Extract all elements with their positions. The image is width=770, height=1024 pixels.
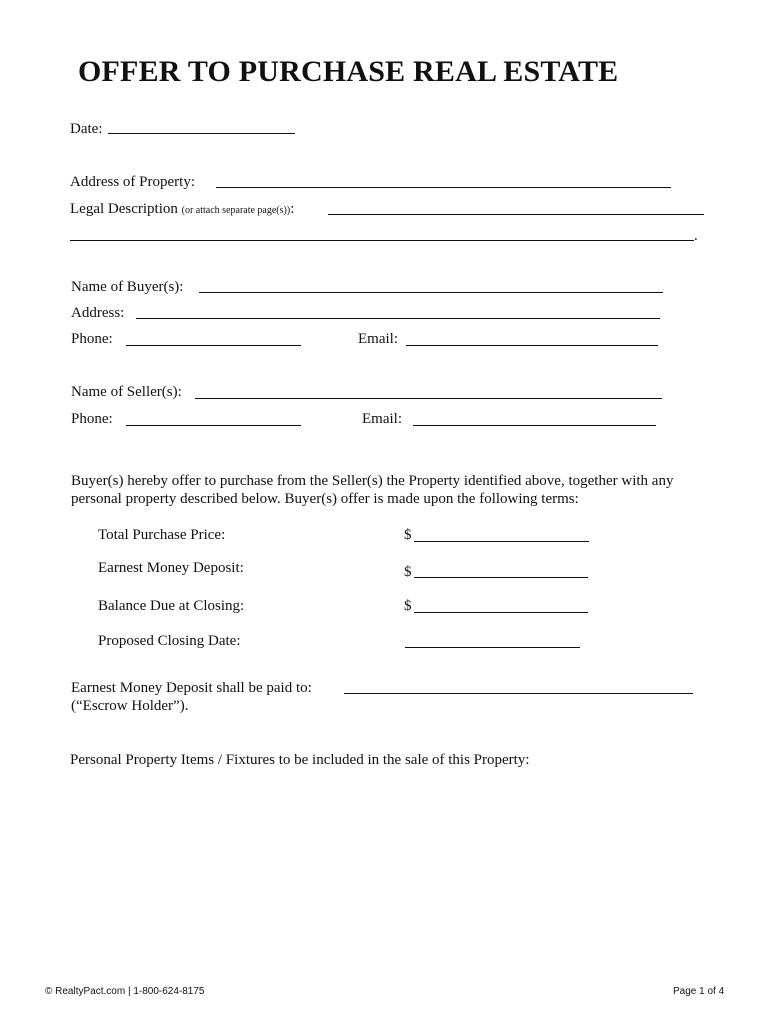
legal-line-period: .: [694, 228, 698, 244]
buyer-name-label: Name of Buyer(s):: [71, 279, 184, 295]
seller-phone-field[interactable]: [126, 425, 301, 426]
total-purchase-price-field[interactable]: [414, 541, 589, 542]
earnest-money-deposit-currency: $: [404, 564, 412, 580]
page-title: OFFER TO PURCHASE REAL ESTATE: [78, 55, 619, 88]
legal-description-field[interactable]: [328, 214, 704, 215]
escrow-paid-to-label: Earnest Money Deposit shall be paid to:: [71, 680, 312, 696]
earnest-money-deposit-label: Earnest Money Deposit:: [98, 560, 244, 576]
balance-due-field[interactable]: [414, 612, 588, 613]
date-label: Date:: [70, 121, 103, 137]
earnest-money-deposit-field[interactable]: [414, 577, 588, 578]
legal-description-label: [70, 200, 294, 220]
legal-description-text: Legal Description: [70, 201, 178, 217]
seller-email-label: Email:: [362, 411, 402, 427]
seller-name-field[interactable]: [195, 398, 662, 399]
legal-description-note: (or attach separate page(s)): [181, 205, 291, 216]
buyer-address-field[interactable]: [136, 318, 660, 319]
personal-property-label: Personal Property Items / Fixtures to be included in the sale of this Property:: [70, 752, 530, 768]
seller-email-field[interactable]: [413, 425, 656, 426]
legal-description-field-continued[interactable]: [70, 240, 694, 241]
offer-paragraph: Buyer(s) hereby offer to purchase from the Seller(s) the Property identified above, together with any personal property described below. Buyer(s) offer is made upon the following terms:: [71, 473, 674, 507]
escrow-holder-label: (“Escrow Holder”).: [71, 698, 189, 714]
total-purchase-price-label: Total Purchase Price:: [98, 527, 226, 543]
footer-page-number: Page 1 of 4: [673, 986, 725, 997]
proposed-closing-date-label: Proposed Closing Date:: [98, 633, 241, 649]
balance-due-label: Balance Due at Closing:: [98, 598, 245, 614]
balance-due-currency: $: [404, 598, 412, 614]
buyer-phone-label: Phone:: [71, 331, 113, 347]
buyer-phone-field[interactable]: [126, 345, 301, 346]
address-of-property-label: Address of Property:: [70, 174, 195, 190]
buyer-name-field[interactable]: [199, 292, 663, 293]
proposed-closing-date-field[interactable]: [405, 647, 580, 648]
buyer-address-label: Address:: [71, 305, 125, 321]
seller-name-label: Name of Seller(s):: [71, 384, 182, 400]
address-of-property-field[interactable]: [216, 187, 671, 188]
buyer-email-field[interactable]: [406, 345, 658, 346]
escrow-holder-field[interactable]: [344, 693, 693, 694]
total-purchase-price-currency: $: [404, 527, 412, 543]
buyer-email-label: Email:: [358, 331, 398, 347]
legal-description-colon: :: [290, 201, 295, 217]
footer-copyright: © RealtyPact.com | 1-800-624-8175: [45, 986, 205, 997]
date-field[interactable]: [108, 133, 295, 134]
seller-phone-label: Phone:: [71, 411, 113, 427]
